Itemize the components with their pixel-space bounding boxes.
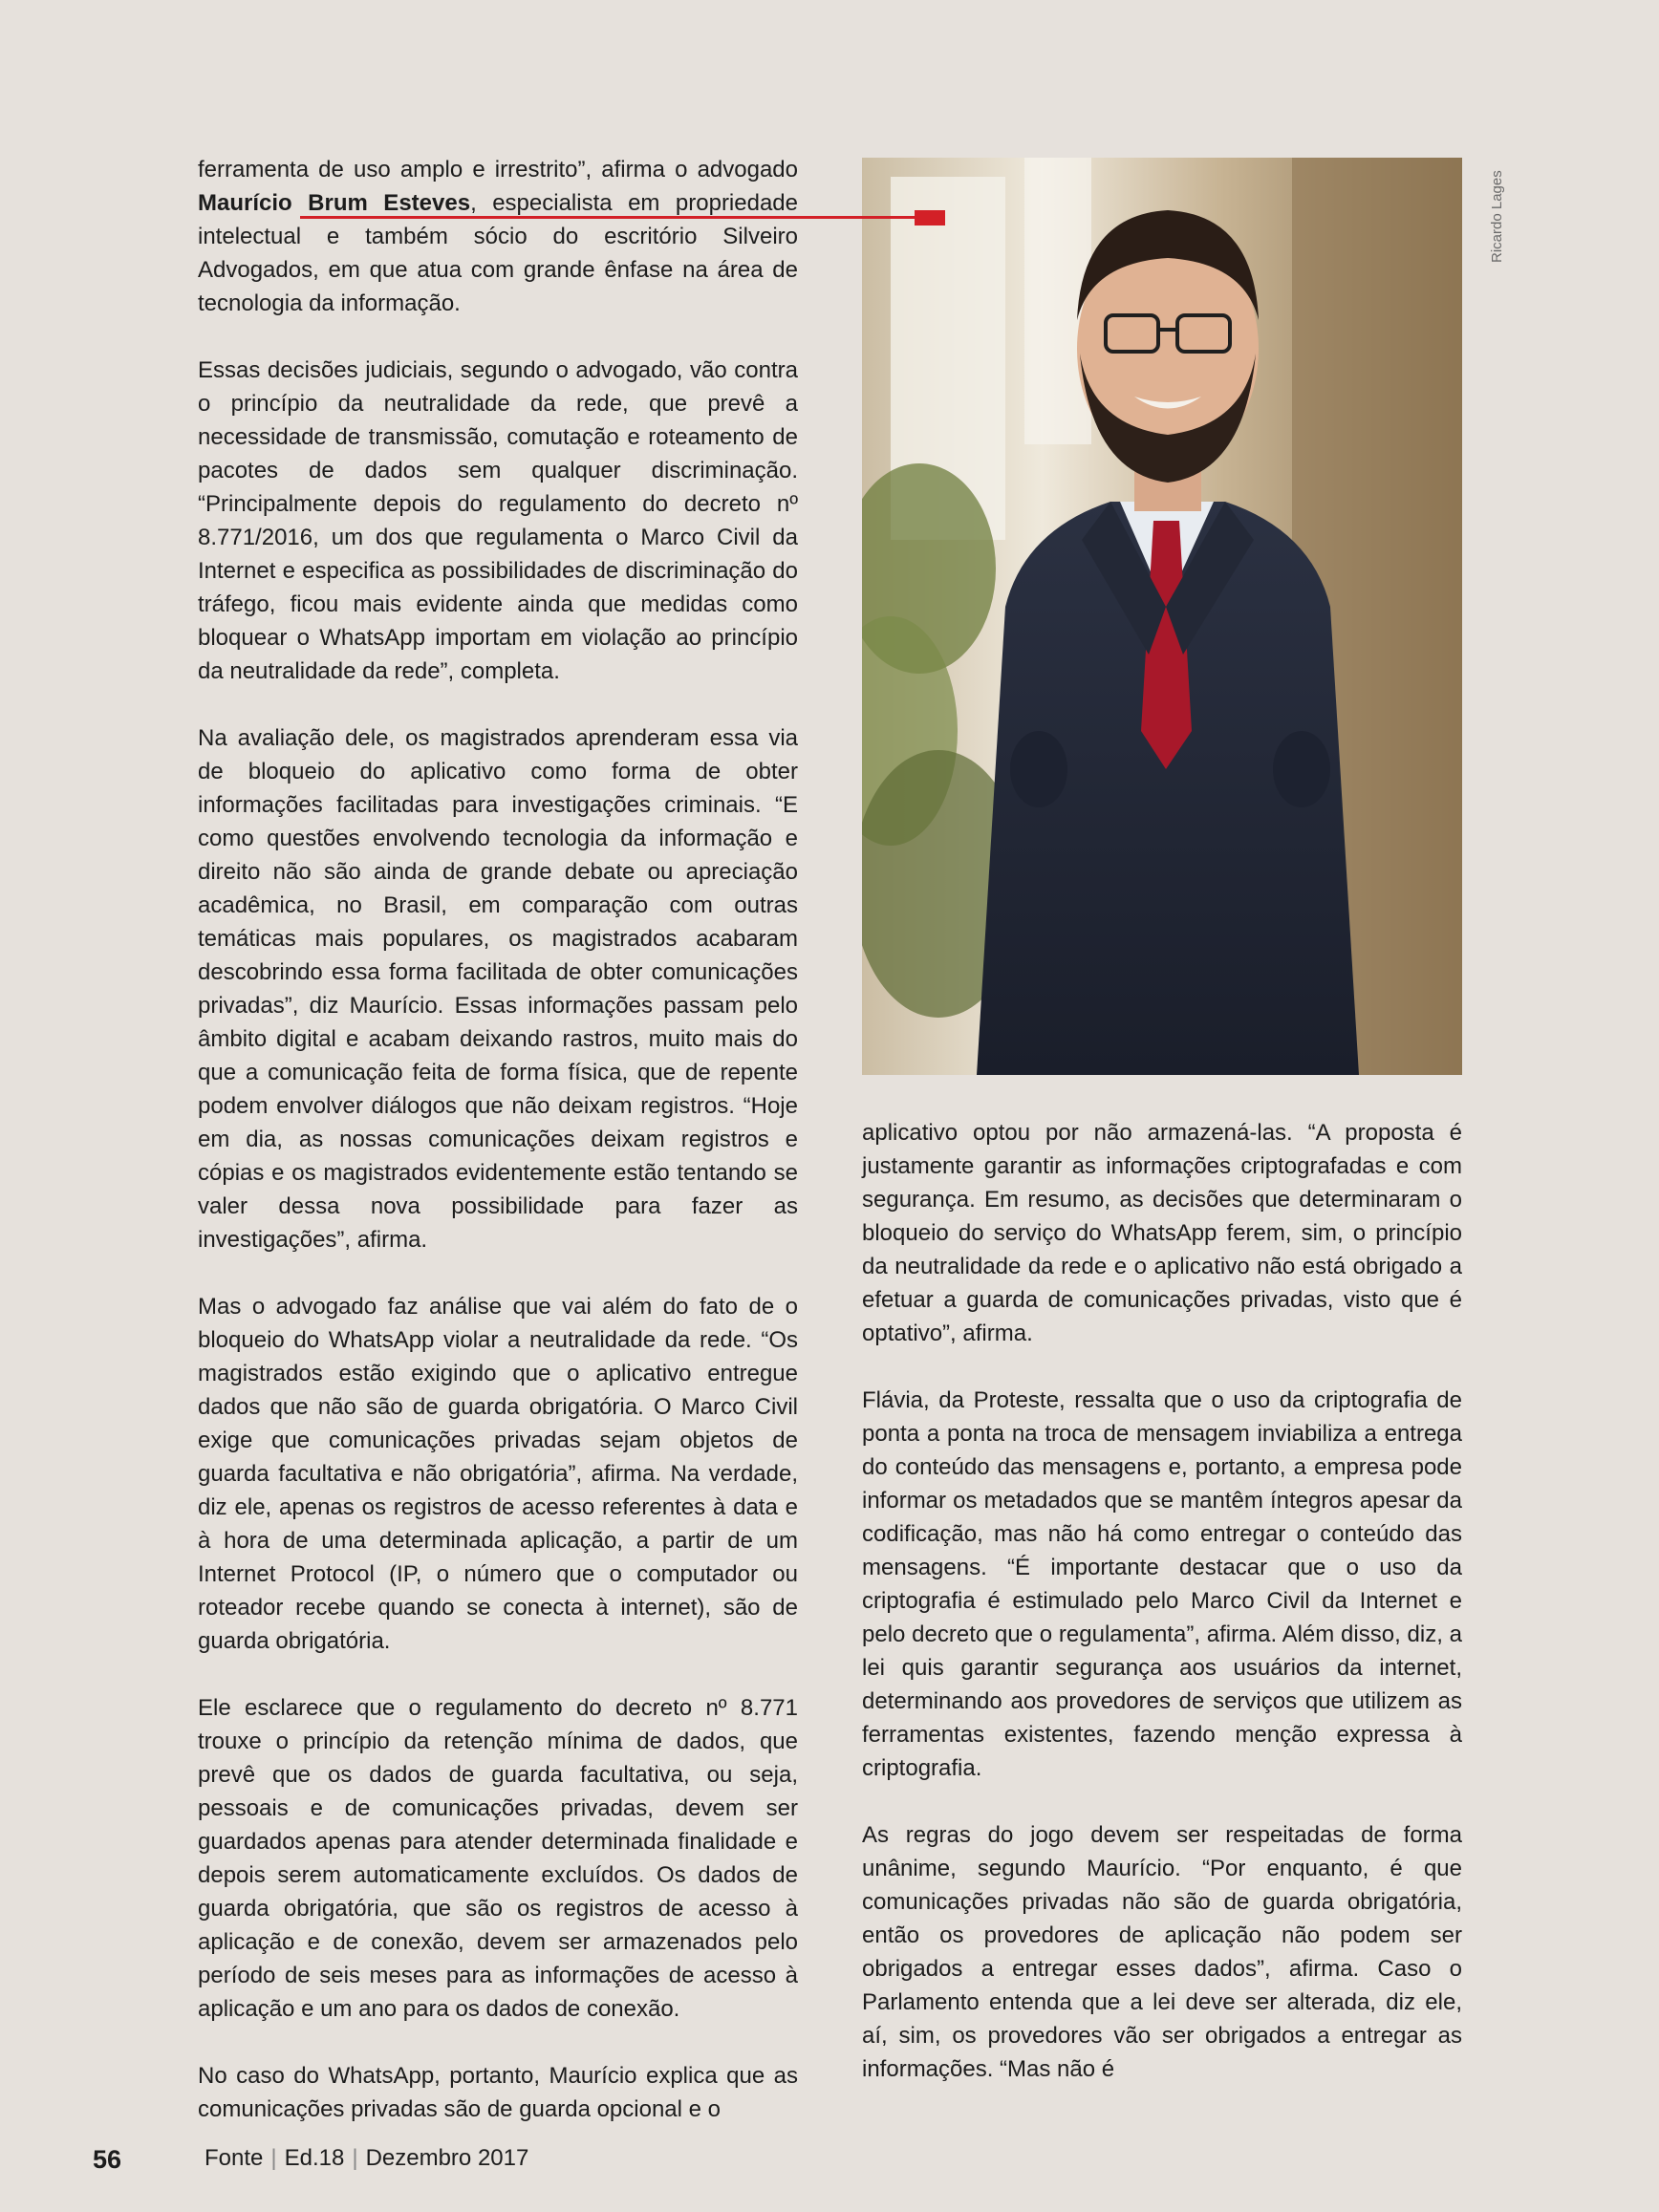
portrait-illustration [862, 158, 1462, 1075]
footer-magazine: Fonte [205, 2145, 264, 2171]
paragraph-1 [198, 153, 798, 320]
portrait-photo [862, 158, 1462, 1075]
paragraph-1-text-after: , especialista em propriedade intelectual e também sócio do escritório Silveiro Advogados, em que atua com grande ênfase na área de tecnologia da informação. [198, 190, 799, 316]
footer-publication-info [205, 2145, 528, 2172]
paragraph-3: Na avaliação dele, os magistrados aprenderam essa via de bloqueio do aplicativo como forma de obter informações facilitadas para investigações criminais. “E como questões envolvendo tecnologia da informação e direito não são ainda de grande debate ou apreciação acadêmica, no Brasil, em comparação com outras temáticas mais populares, os magistrados acabaram descobrindo essa forma facilitada de obter comunicações privadas”, diz Maurício. Essas informações passam pelo âmbito digital e acabam deixando rastros, muito mais do que a comunicação feita de forma física, que de repente podem envolver diálogos que não deixam registros. “Hoje em dia, as nossas comunicações deixam registros e cópias e os magistrados evidentemente estão tentando se valer dessa nova possibilidade para fazer as investigações”, afirma. [198, 725, 798, 1253]
article-left-column [198, 153, 798, 2126]
photo-credit-text: Ricardo Lages [1489, 170, 1505, 263]
paragraph-8: Flávia, da Proteste, ressalta que o uso da criptografia de ponta a ponta na troca de mensagem inviabiliza a entrega do conteúdo das mensagens e, portanto, a empresa pode informar os metadados que se mantêm íntegros apesar da codificação, mas não há como entregar o conteúdo das mensagens. “É importante destacar que o uso da criptografia é estimulado pelo Marco Civil da Internet e pelo decreto que o regulamenta”, afirma. Além disso, diz, a lei quis garantir segurança aos usuários da internet, determinando aos provedores de serviços que utilizem as ferramentas existentes, fazendo menção expressa à criptografia. [862, 1387, 1462, 1781]
name-pointer-marker [915, 210, 945, 225]
name-pointer-line [300, 216, 915, 219]
paragraph-4: Mas o advogado faz análise que vai além do fato de o bloqueio do WhatsApp violar a neutralidade da rede. “Os magistrados estão exigindo que o aplicativo entregue dados que não são de guarda obrigatória. O Marco Civil exige que comunicações privadas sejam objetos de guarda facultativa e não obrigatória”, afirma. Na verdade, diz ele, apenas os registros de acesso referentes à data e à hora de uma determinada aplicação, a partir de um Internet Protocol (IP, o número que o computador ou roteador recebe quando se conecta à internet), são de guarda obrigatória. [198, 1294, 798, 1654]
paragraph-5: Ele esclarece que o regulamento do decreto nº 8.771 trouxe o princípio da retenção mínima de dados, que prevê que os dados de guarda facultativa, ou seja, pessoais e de comunicações privadas, devem ser guardados apenas para atender determinada finalidade e depois serem automaticamente excluídos. Os dados de guarda obrigatória, que são os registros de acesso à aplicação e de conexão, devem ser armazenados pelo período de seis meses para as informações de acesso à aplicação e um ano para os dados de conexão. [198, 1695, 798, 2022]
article-right-column [862, 1116, 1462, 2086]
footer-separator: | [270, 2145, 277, 2171]
photo-credit [1468, 148, 1505, 263]
footer-edition: Ed.18 [284, 2145, 345, 2171]
page-number: 56 [93, 2145, 122, 2174]
interviewee-name: Maurício Brum Esteves [198, 190, 471, 216]
footer-separator: | [352, 2145, 358, 2171]
paragraph-9: As regras do jogo devem ser respeitadas de forma unânime, segundo Maurício. “Por enquanto, é que comunicações privadas não são de guarda obrigatória, então os provedores de aplicação não podem ser obrigados a entregar esses dados”, afirma. Caso o Parlamento entenda que a lei deve ser alterada, diz ele, aí, sim, os provedores vão ser obrigados a entregar as informações. “Mas não é [862, 1822, 1462, 2082]
paragraph-6: No caso do WhatsApp, portanto, Maurício explica que as comunicações privadas são de guarda opcional e o [198, 2063, 798, 2122]
paragraph-2: Essas decisões judiciais, segundo o advogado, vão contra o princípio da neutralidade da rede, que prevê a necessidade de transmissão, comutação e roteamento de pacotes de dados sem qualquer discriminação. “Principalmente depois do regulamento do decreto nº 8.771/2016, um dos que regulamenta o Marco Civil da Internet e especifica as possibilidades de discriminação do tráfego, ficou mais evidente ainda que medidas como bloquear o WhatsApp importam em violação ao princípio da neutralidade da rede”, completa. [198, 357, 798, 684]
paragraph-7: aplicativo optou por não armazená-las. “A proposta é justamente garantir as informações criptografadas e com segurança. Em resumo, as decisões que determinaram o bloqueio do serviço do WhatsApp ferem, sim, o princípio da neutralidade da rede e o aplicativo não está obrigado a efetuar a guarda de comunicações privadas, visto que é optativo”, afirma. [862, 1120, 1462, 1346]
footer-date: Dezembro 2017 [365, 2145, 529, 2171]
paragraph-1-text-before: ferramenta de uso amplo e irrestrito”, afirma o advogado [198, 157, 798, 183]
